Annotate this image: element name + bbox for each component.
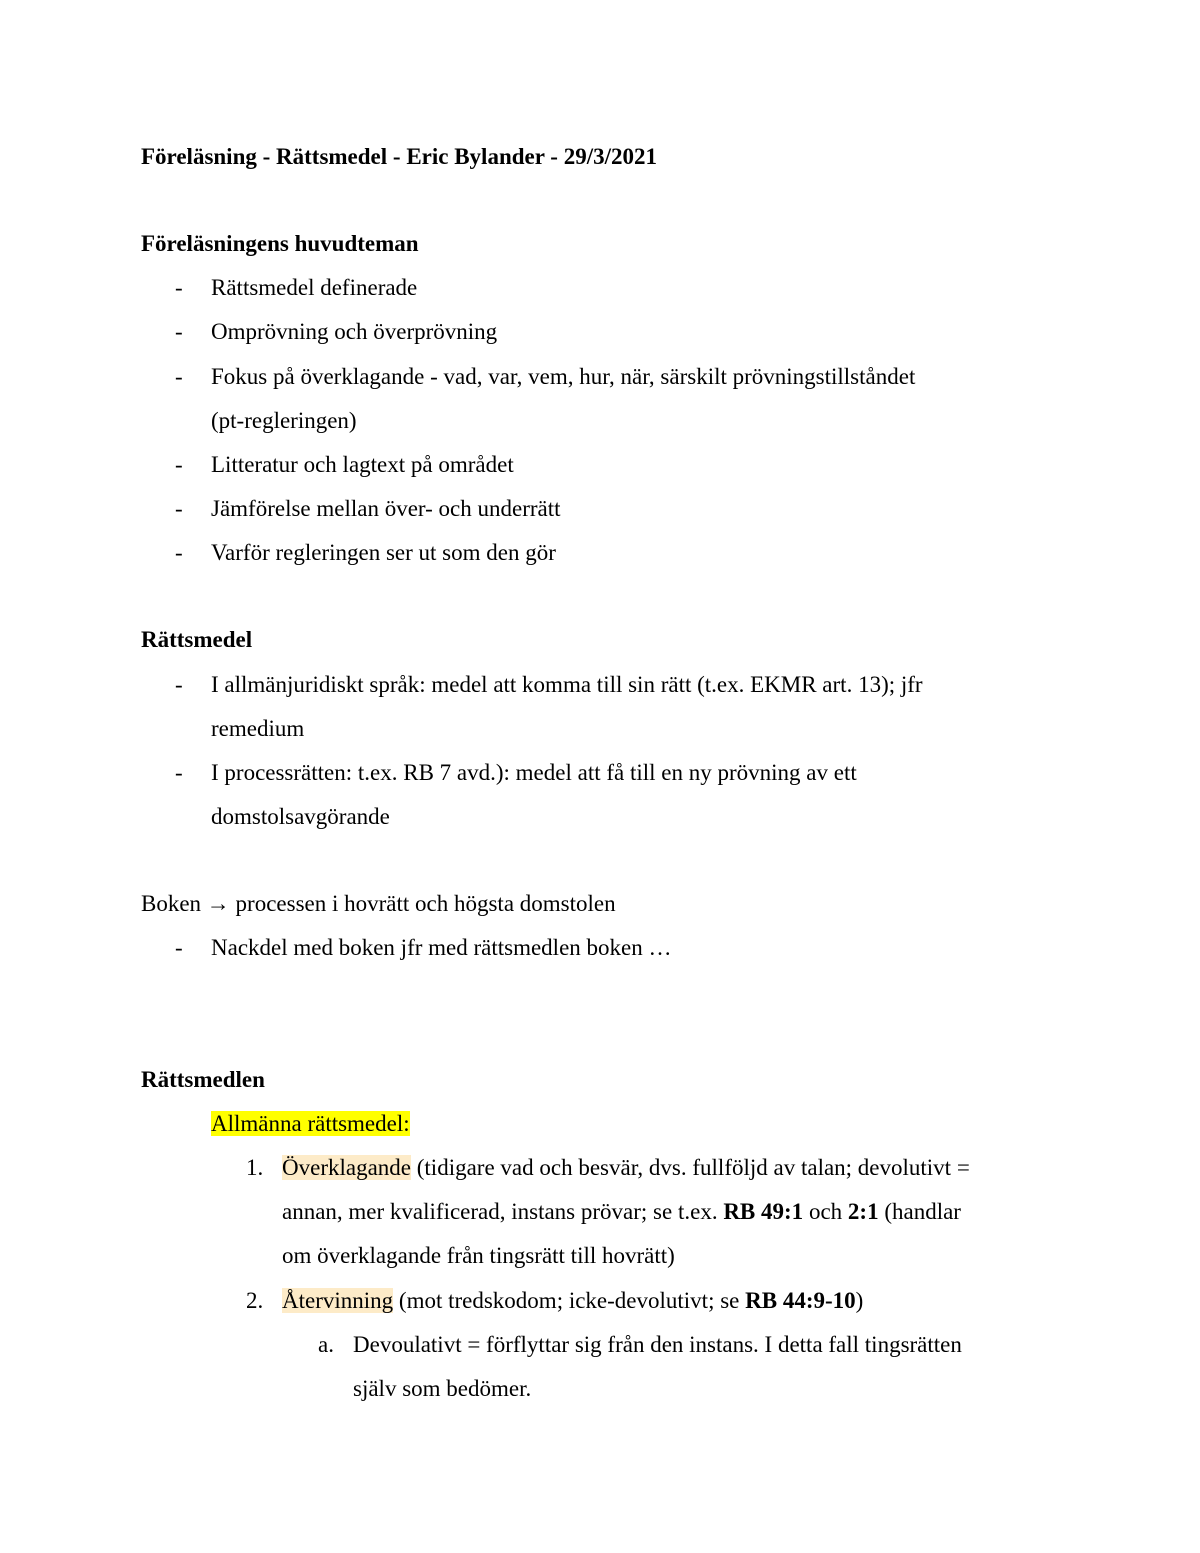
boken-line: Boken → processen i hovrätt och högsta domstolen xyxy=(141,891,616,916)
item-text: ) xyxy=(855,1288,864,1313)
sub-item-a-line1: Devoulativt = förflyttar sig från den instans. I detta fall tingsrätten xyxy=(353,1332,962,1357)
numbered-item-2-line1 xyxy=(282,1279,863,1323)
item-text: (handlar xyxy=(878,1199,961,1224)
bullet-dash: - xyxy=(175,319,183,344)
list-item: Varför regleringen ser ut som den gör xyxy=(211,540,556,565)
list-item: Jämförelse mellan över- och underrätt xyxy=(211,496,561,521)
list-item: Nackdel med boken jfr med rättsmedlen boken … xyxy=(211,935,672,960)
law-reference: RB 44:9-10 xyxy=(745,1288,856,1313)
sub-item-label-a: a. xyxy=(318,1332,334,1357)
list-item: I allmänjuridiskt språk: medel att komma till sin rätt (t.ex. EKMR art. 13); jfr xyxy=(211,672,923,697)
item-text: annan, mer kvalificerad, instans prövar; se t.ex. xyxy=(282,1199,724,1224)
list-item: Fokus på överklagande - vad, var, vem, hur, när, särskilt prövningstillståndet xyxy=(211,364,916,389)
section-heading-rattsmedlen: Rättsmedlen xyxy=(141,1067,265,1092)
document-title: Föreläsning - Rättsmedel - Eric Bylander - 29/3/2021 xyxy=(141,144,657,169)
section-heading-huvudteman: Föreläsningens huvudteman xyxy=(141,231,419,256)
list-item: Litteratur och lagtext på området xyxy=(211,452,514,477)
law-reference: 2:1 xyxy=(847,1199,879,1224)
bullet-dash: - xyxy=(175,540,183,565)
numbered-item-1-line3: om överklagande från tingsrätt till hovrätt) xyxy=(282,1243,675,1268)
list-item: I processrätten: t.ex. RB 7 avd.): medel att få till en ny prövning av ett xyxy=(211,760,857,785)
item-text: och xyxy=(803,1199,848,1224)
list-item-continuation: domstolsavgörande xyxy=(211,804,390,829)
bullet-dash: - xyxy=(175,452,183,477)
list-item: Omprövning och överprövning xyxy=(211,319,498,344)
bullet-dash: - xyxy=(175,760,183,785)
law-reference: RB 49:1 xyxy=(723,1199,804,1224)
item-text: (mot tredskodom; icke-devolutivt; se xyxy=(393,1288,746,1313)
section-heading-rattsmedel: Rättsmedel xyxy=(141,627,253,652)
numbered-item-1-line1 xyxy=(282,1146,970,1190)
bullet-dash: - xyxy=(175,364,183,389)
bullet-dash: - xyxy=(175,275,183,300)
highlight-allmanna: Allmänna rättsmedel: xyxy=(211,1111,410,1136)
numbered-item-1-line2 xyxy=(282,1190,961,1234)
sub-item-a-line2: själv som bedömer. xyxy=(353,1376,532,1401)
numbered-label-2: 2. xyxy=(246,1288,264,1313)
list-item-continuation: (pt-regleringen) xyxy=(211,408,357,433)
subheading-allmanna-rattsmedel xyxy=(211,1102,410,1146)
list-item: Rättsmedel definerade xyxy=(211,275,418,300)
list-item-continuation: remedium xyxy=(211,716,305,741)
numbered-label-1: 1. xyxy=(246,1155,264,1180)
bullet-dash: - xyxy=(175,496,183,521)
item-text: (tidigare vad och besvär, dvs. fullföljd av talan; devolutivt = xyxy=(411,1155,970,1180)
bullet-dash: - xyxy=(175,672,183,697)
bullet-dash: - xyxy=(175,935,183,960)
term-atervinning: Återvinning xyxy=(282,1288,394,1313)
term-overklagande: Överklagande xyxy=(282,1155,411,1180)
